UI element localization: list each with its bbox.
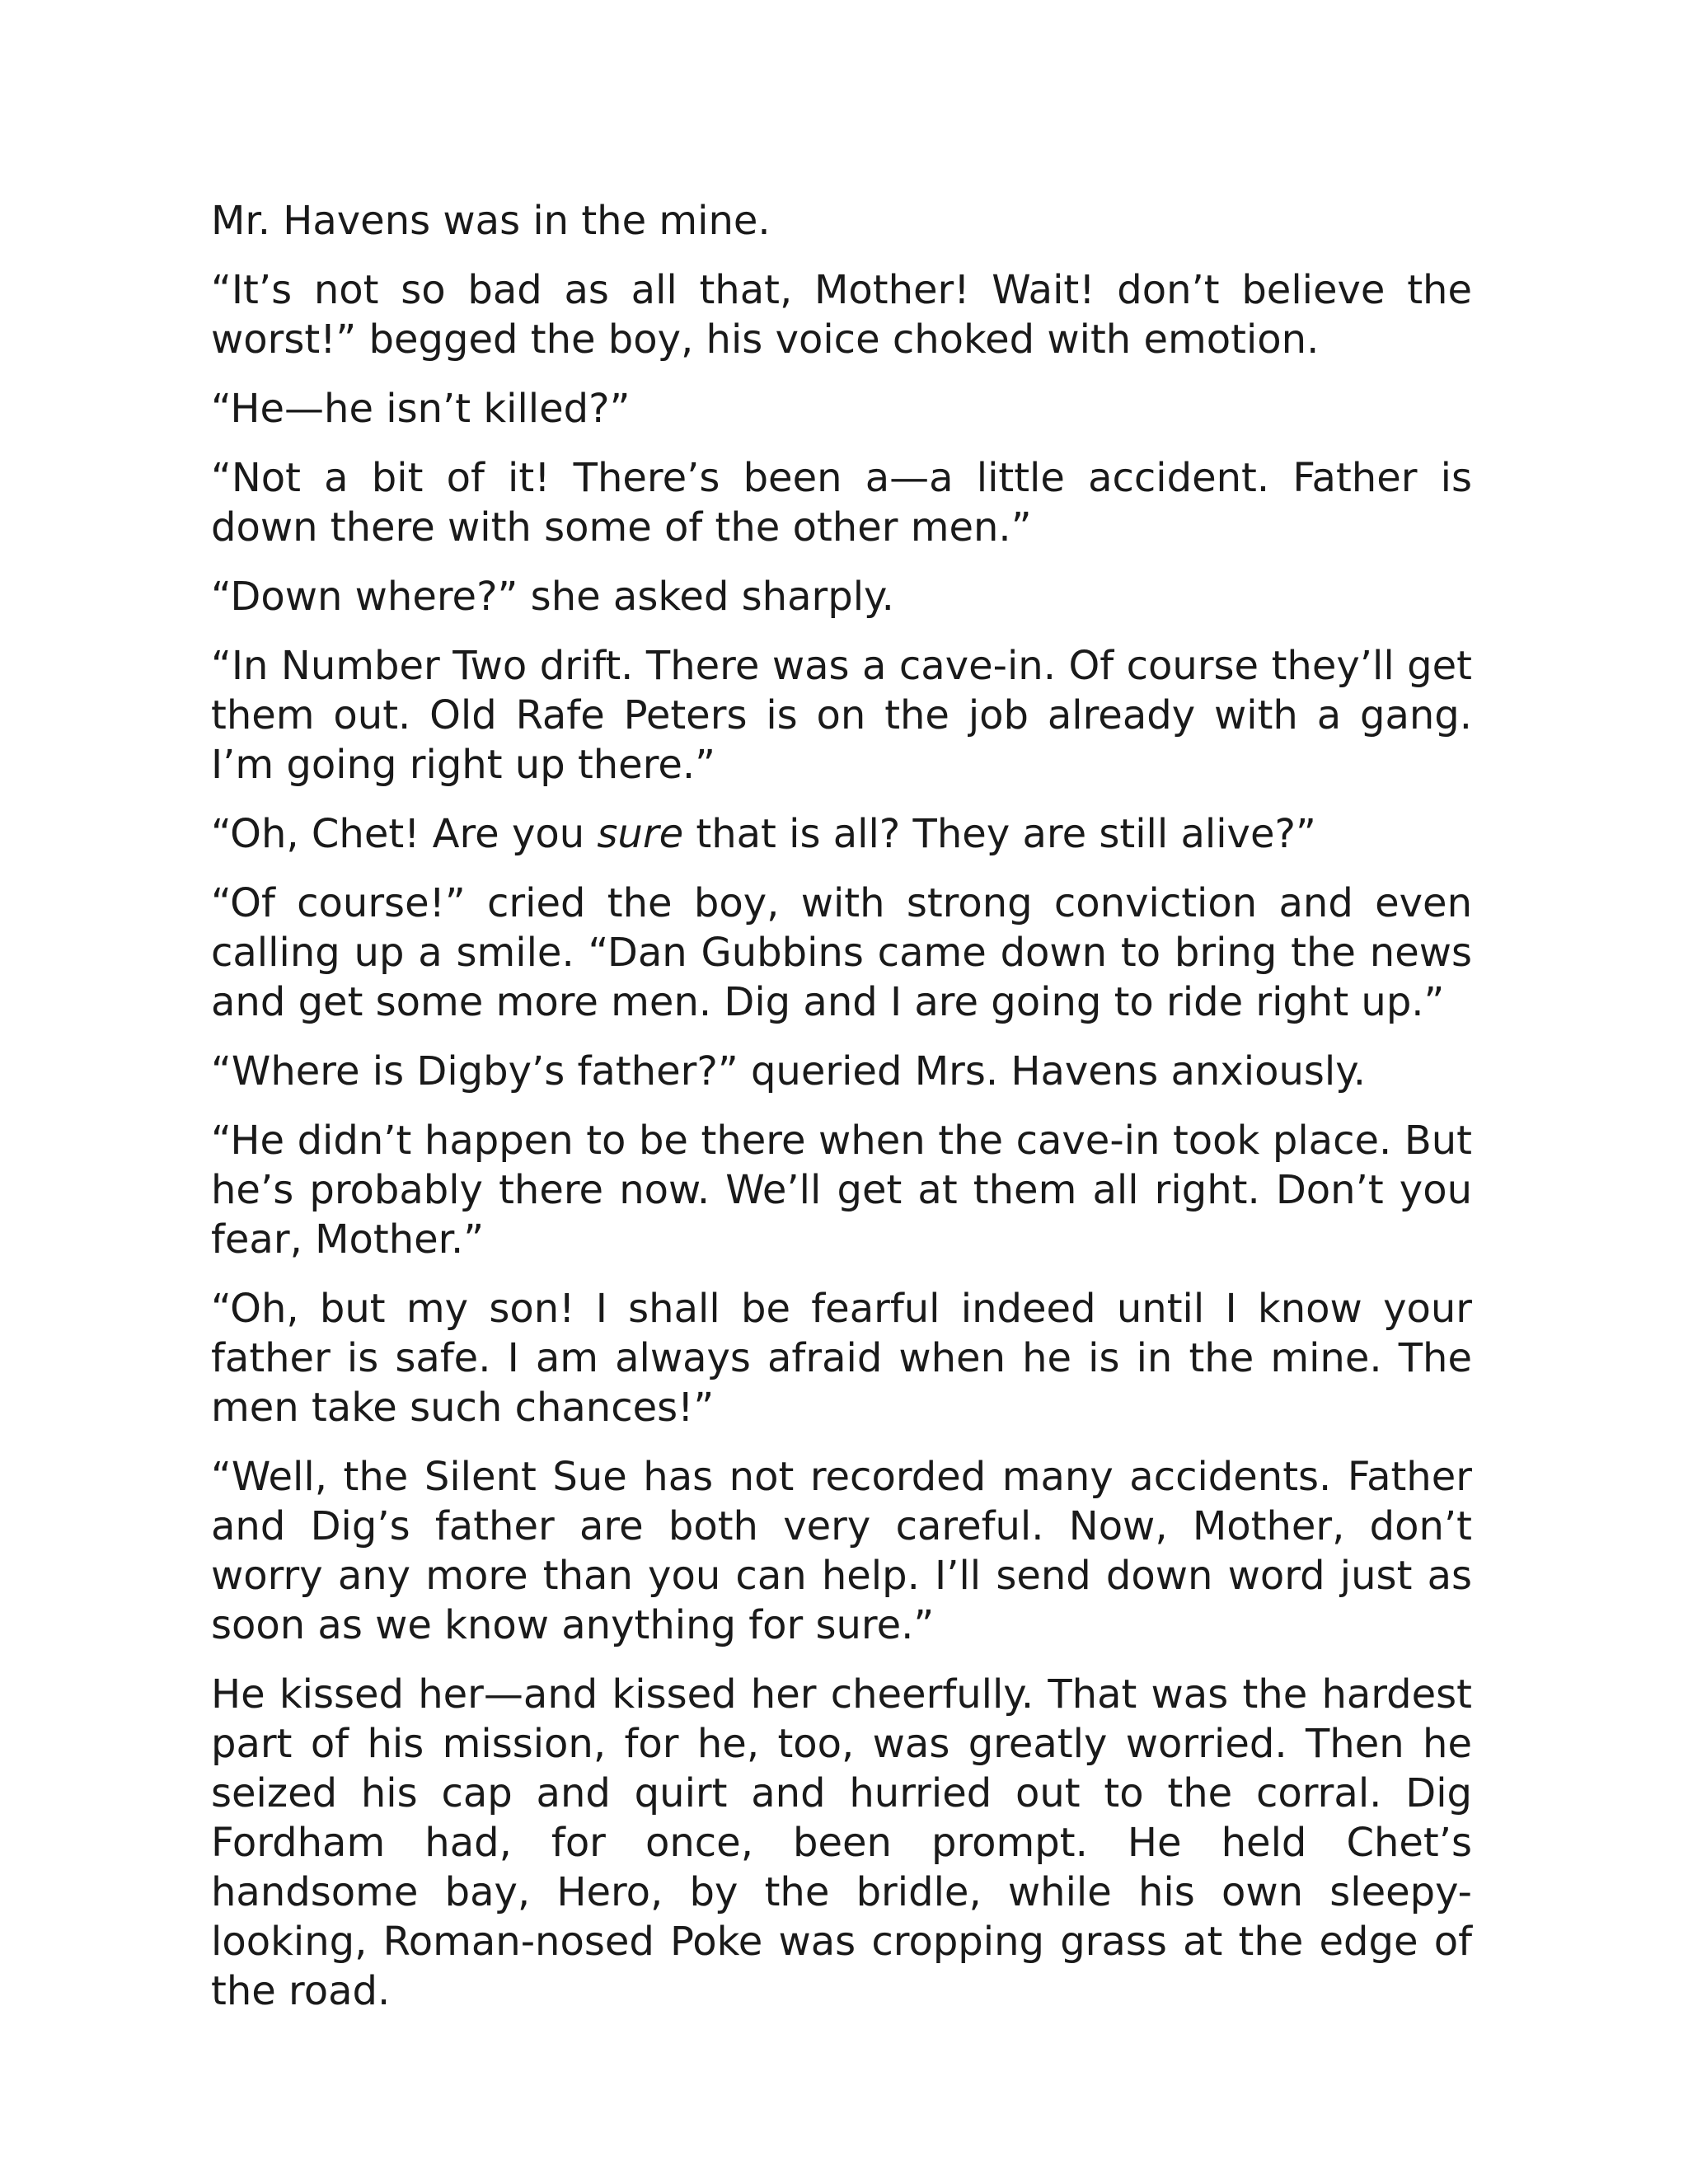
paragraph-7-emphasis: sure bbox=[597, 811, 684, 857]
paragraph-8: “Of course!” cried the boy, with strong conviction and even calling up a smile. “Dan Gubbins came down to bring the news and get some more men. Dig and I are going to ride right up.” bbox=[211, 880, 1472, 1025]
paragraph-3: “He—he isn’t killed?” bbox=[211, 386, 631, 432]
page-body-text bbox=[211, 196, 1472, 2036]
paragraph-10: “He didn’t happen to be there when the cave-in took place. But he’s probably there now. We’ll get at them all right. Don’t you fear, Mother.” bbox=[211, 1118, 1472, 1263]
paragraph-1: Mr. Havens was in the mine. bbox=[211, 198, 771, 244]
paragraph-7 bbox=[211, 809, 1472, 859]
paragraph-5: “Down where?” she asked sharply. bbox=[211, 574, 894, 620]
paragraph-13: He kissed her—and kissed her cheerfully. That was the hardest part of his mission, for he, too, was greatly worried. Then he seized his cap and quirt and hurried out to the corral. Dig Fordham had, for once, been prompt. He held Chet’s handsome bay, Hero, by the bridle, while his own sleepy-looking, Roman-nosed Poke was cropping grass at the edge of the road. bbox=[211, 1671, 1472, 2014]
paragraph-7-start: “Oh, Chet! Are you bbox=[211, 811, 598, 857]
paragraph-12: “Well, the Silent Sue has not recorded many accidents. Father and Dig’s father are both very careful. Now, Mother, don’t worry any more than you can help. I’ll send down word just as soon as we know anything for sure.” bbox=[211, 1454, 1472, 1648]
paragraph-2: “It’s not so bad as all that, Mother! Wait! don’t believe the worst!” begged the boy, his voice choked with emotion. bbox=[211, 267, 1472, 363]
paragraph-7-end: that is all? They are still alive?” bbox=[683, 811, 1316, 857]
paragraph-6: “In Number Two drift. There was a cave-in. Of course they’ll get them out. Old Rafe Peters is on the job already with a gang. I’m going right up there.” bbox=[211, 643, 1472, 788]
paragraph-9: “Where is Digby’s father?” queried Mrs. Havens anxiously. bbox=[211, 1048, 1367, 1094]
paragraph-4: “Not a bit of it! There’s been a—a little accident. Father is down there with some of the other men.” bbox=[211, 455, 1472, 551]
paragraph-11: “Oh, but my son! I shall be fearful indeed until I know your father is safe. I am always afraid when he is in the mine. The men take such chances!” bbox=[211, 1286, 1472, 1431]
